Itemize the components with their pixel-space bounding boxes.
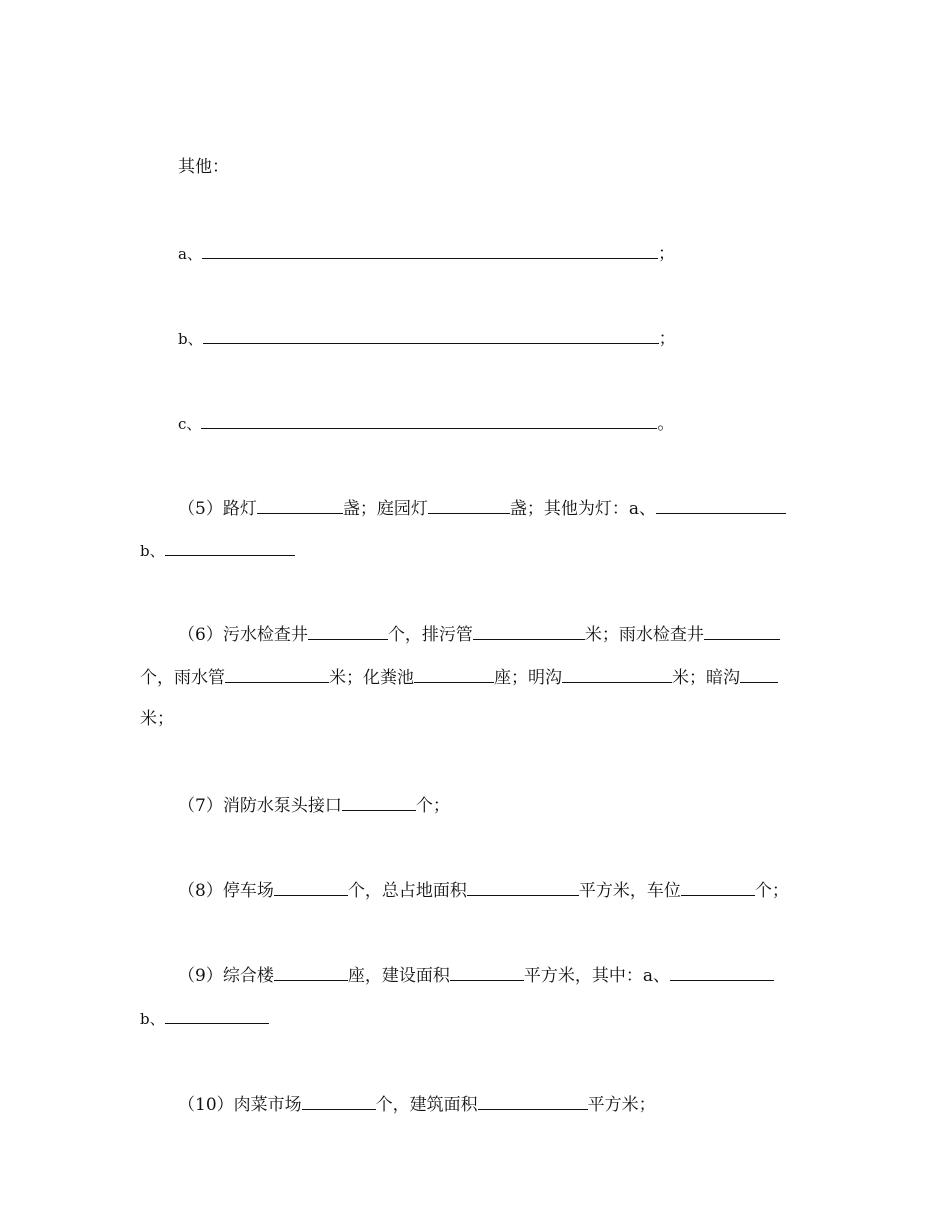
blank-line <box>562 665 672 683</box>
blank-line <box>257 496 343 514</box>
item-7-line <box>178 793 450 817</box>
blank-line <box>225 665 329 683</box>
item-10-line <box>178 1092 656 1116</box>
item-end: ； <box>657 244 675 264</box>
item-label: b、 <box>178 330 203 348</box>
blank-line <box>414 665 494 683</box>
text: 个，建筑面积 <box>375 1095 478 1115</box>
text: 盏；其他为灯：a、 <box>509 499 656 519</box>
item-5-line-1 <box>178 496 786 520</box>
blank-line <box>670 963 774 981</box>
text: 污水检查井 <box>222 625 308 645</box>
text: b、 <box>140 542 165 560</box>
text: 综合楼 <box>222 966 274 986</box>
text: 米；化粪池 <box>329 668 414 688</box>
item-end: ； <box>658 329 676 349</box>
text: 平方米，车位 <box>578 881 681 901</box>
item-8-line <box>178 878 789 902</box>
item-6-line-3 <box>140 707 174 731</box>
text: 平方米，其中：a、 <box>523 966 670 986</box>
blank-line <box>740 665 778 683</box>
text: 米；暗沟 <box>672 668 740 688</box>
other-item-c <box>178 411 674 435</box>
blank-line <box>274 963 348 981</box>
blank-line <box>478 1092 588 1110</box>
blank-line <box>473 622 585 640</box>
text: 米； <box>140 709 174 729</box>
text: 米；雨水检查井 <box>584 625 704 645</box>
item-label: a、 <box>178 245 202 263</box>
text: 消防水泵头接口 <box>222 796 342 816</box>
blank-line <box>203 326 659 344</box>
text: 个，总占地面积 <box>347 881 467 901</box>
text: 座，建设面积 <box>347 966 450 986</box>
item-9-line-1 <box>178 963 774 987</box>
blank-line <box>274 878 348 896</box>
blank-line <box>342 793 416 811</box>
text: 盏；庭园灯 <box>342 499 428 519</box>
blank-line <box>308 622 388 640</box>
item-number: （7） <box>178 796 223 816</box>
blank-line <box>704 622 780 640</box>
item-number: （8） <box>178 881 223 901</box>
text: 个，排污管 <box>387 625 473 645</box>
text: 平方米； <box>587 1095 656 1115</box>
other-heading: 其他： <box>178 157 229 177</box>
blank-line <box>165 538 295 556</box>
item-6-line-2 <box>140 665 778 689</box>
other-item-b <box>178 326 676 350</box>
item-end: 。 <box>657 414 675 434</box>
blank-line <box>201 411 657 429</box>
text: 个； <box>415 796 450 816</box>
item-number: （10） <box>178 1095 234 1115</box>
blank-line <box>450 963 524 981</box>
item-9-line-2 <box>140 1006 269 1030</box>
blank-line <box>428 496 510 514</box>
blank-line <box>681 878 755 896</box>
blank-line <box>467 878 579 896</box>
text: 个，雨水管 <box>140 668 225 688</box>
text: 停车场 <box>222 881 274 901</box>
text: 路灯 <box>222 499 257 519</box>
item-label: c、 <box>178 415 202 433</box>
blank-line <box>302 1092 376 1110</box>
text: b、 <box>140 1010 165 1028</box>
text: 个； <box>754 881 789 901</box>
blank-line <box>656 496 786 514</box>
item-5-line-2 <box>140 538 295 562</box>
other-item-a <box>178 241 675 265</box>
item-number: （5） <box>178 499 223 519</box>
blank-line <box>202 241 658 259</box>
item-6-line-1 <box>178 622 780 646</box>
item-number: （9） <box>178 966 223 986</box>
text: 肉菜市场 <box>233 1095 302 1115</box>
item-number: （6） <box>178 625 223 645</box>
text: 座；明沟 <box>494 668 562 688</box>
blank-line <box>165 1006 269 1024</box>
